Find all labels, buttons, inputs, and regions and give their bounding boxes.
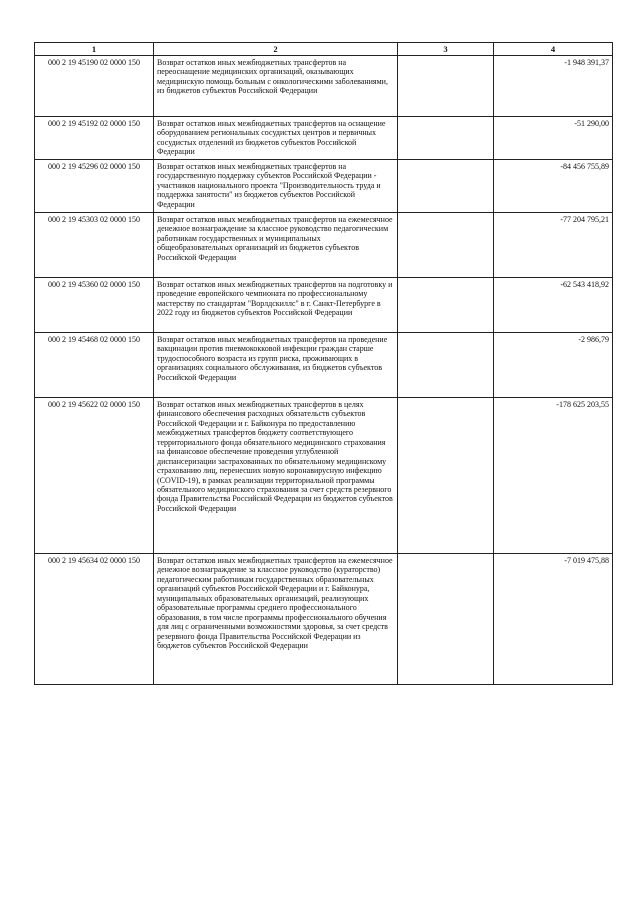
amount: -7 019 475,88 <box>494 554 613 685</box>
col3-cell <box>398 213 494 278</box>
description: Возврат остатков иных межбюджетных трансфертов на ежемесячное денежное вознаграждение за классное руководство (кураторство) педагогическим работникам государственных образовательных организаций субъектов Российской Федерации и г. Байконура, муниципальных образовательных организаций, реализующих образовательные программы среднего профессионального образования, в том числе программы профессионального обучения для лиц с ограниченными возможностями здоровья, за счет средств резервного фонда Правительства Российской Федерации из бюджетов субъектов Российской Федерации <box>154 554 398 685</box>
description: Возврат остатков иных межбюджетных трансфертов на подготовку и проведение европейского чемпионата по профессиональному мастерству по стандартам "Ворлдскиллс" в г. Санкт-Петербурге в 2022 году из бюджетов субъектов Российской Федерации <box>154 278 398 333</box>
budget-code: 000 2 19 45468 02 0000 150 <box>35 333 154 398</box>
col3-cell <box>398 554 494 685</box>
description: Возврат остатков иных межбюджетных трансфертов на государственную поддержку субъектов Российской Федерации - участников национального проекта "Производительность труда и поддержка занятости" из бюджетов субъектов Российской Федерации <box>154 160 398 213</box>
budget-code: 000 2 19 45634 02 0000 150 <box>35 554 154 685</box>
amount: -2 986,79 <box>494 333 613 398</box>
budget-code: 000 2 19 45296 02 0000 150 <box>35 160 154 213</box>
description: Возврат остатков иных межбюджетных трансфертов на оснащение оборудованием региональных сосудистых центров и первичных сосудистых отделений из бюджетов субъектов Российской Федерации <box>154 117 398 160</box>
table-row <box>35 333 613 398</box>
header-col-4: 4 <box>494 43 613 56</box>
budget-code: 000 2 19 45303 02 0000 150 <box>35 213 154 278</box>
description: Возврат остатков иных межбюджетных трансфертов на проведение вакцинации против пневмококковой инфекции граждан старше трудоспособного возраста из групп риска, проживающих в организациях социального обслуживания, из бюджетов субъектов Российской Федерации <box>154 333 398 398</box>
table-row <box>35 398 613 554</box>
table-row <box>35 278 613 333</box>
budget-code: 000 2 19 45360 02 0000 150 <box>35 278 154 333</box>
header-col-3: 3 <box>398 43 494 56</box>
budget-table <box>34 42 613 685</box>
amount: -178 625 203,55 <box>494 398 613 554</box>
col3-cell <box>398 56 494 117</box>
table-row <box>35 213 613 278</box>
amount: -51 290,00 <box>494 117 613 160</box>
budget-code: 000 2 19 45190 02 0000 150 <box>35 56 154 117</box>
col3-cell <box>398 333 494 398</box>
amount: -62 543 418,92 <box>494 278 613 333</box>
description: Возврат остатков иных межбюджетных трансфертов на переоснащение медицинских организаций, оказывающих медицинскую помощь больным с онкологическими заболеваниями, из бюджетов субъектов Российской Федерации <box>154 56 398 117</box>
table-row <box>35 554 613 685</box>
header-row <box>35 43 613 56</box>
col3-cell <box>398 117 494 160</box>
amount: -84 456 755,89 <box>494 160 613 213</box>
amount: -77 204 795,21 <box>494 213 613 278</box>
description: Возврат остатков иных межбюджетных трансфертов в целях финансового обеспечения расходных обязательств субъектов Российской Федерации и г. Байконура по предоставлению межбюджетных трансфертов бюджету соответствующего территориального фонда обязательного медицинского страхования на финансовое обеспечение проведения углубленной диспансеризации застрахованных по обязательному медицинскому страхованию лиц, перенесших новую коронавирусную инфекцию (COVID-19), в рамках реализации территориальной программы обязательного медицинского страхования за счет средств резервного фонда Правительства Российской Федерации из бюджетов субъектов Российской Федерации <box>154 398 398 554</box>
amount: -1 948 391,37 <box>494 56 613 117</box>
table-row <box>35 56 613 117</box>
budget-code: 000 2 19 45192 02 0000 150 <box>35 117 154 160</box>
budget-code: 000 2 19 45622 02 0000 150 <box>35 398 154 554</box>
header-col-1: 1 <box>35 43 154 56</box>
table-row <box>35 160 613 213</box>
col3-cell <box>398 398 494 554</box>
col3-cell <box>398 278 494 333</box>
header-col-2: 2 <box>154 43 398 56</box>
table-row <box>35 117 613 160</box>
description: Возврат остатков иных межбюджетных трансфертов на ежемесячное денежное вознаграждение за классное руководство педагогическим работникам государственных и муниципальных общеобразовательных организаций из бюджетов субъектов Российской Федерации <box>154 213 398 278</box>
col3-cell <box>398 160 494 213</box>
